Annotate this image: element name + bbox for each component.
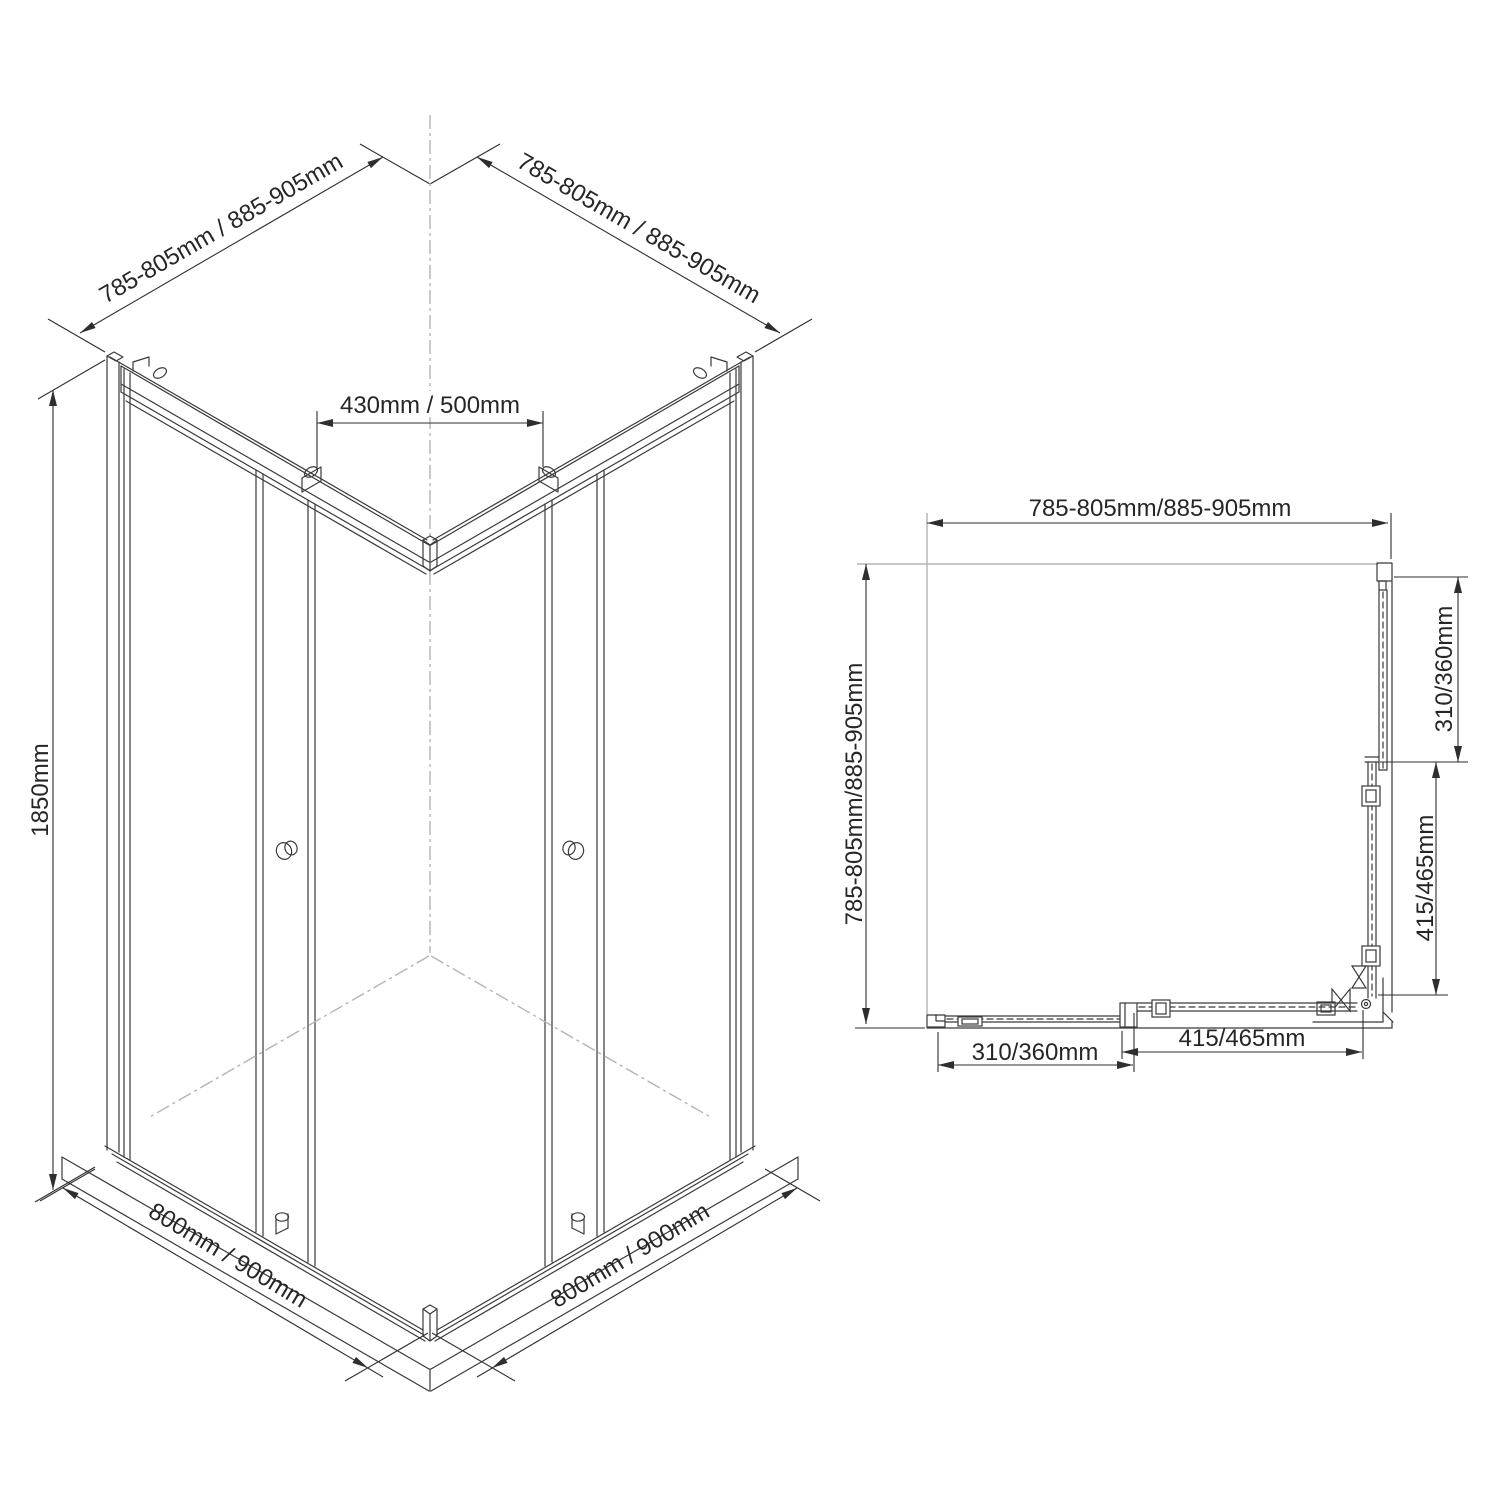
plan-view <box>841 495 1468 1072</box>
plan-dim-door-right-label: 415/465mm <box>1412 814 1439 942</box>
iso-right-half <box>430 144 820 1391</box>
iso-dim-height-label: 1850mm <box>27 743 54 837</box>
iso-dim-width-left-label: 785-805mm / 885-905mm <box>94 147 348 310</box>
plan-dim-width-top-label: 785-805mm/885-905mm <box>1028 495 1292 522</box>
iso-dim-entry-label: 430mm / 500mm <box>339 392 521 419</box>
plan-dim-fixed-bottom-label: 310/360mm <box>971 1039 1099 1066</box>
plan-dim-fixed-right-label: 310/360mm <box>1431 605 1458 733</box>
iso-dim-base-right-label: 800mm / 900mm <box>546 1197 715 1314</box>
isometric-view <box>27 115 820 1391</box>
plan-dim-width-left-label: 785-805mm/885-905mm <box>841 662 868 926</box>
plan-fixed-glass-right <box>1379 590 1387 770</box>
plan-tray-edges <box>927 581 1393 1028</box>
plan-sliding-door-right <box>1362 757 1380 998</box>
iso-left-half <box>40 144 430 1391</box>
iso-dim-width-right-label: 785-805mm / 885-905mm <box>512 147 766 310</box>
corner-post-top <box>423 536 437 571</box>
iso-dim-base-left-label: 800mm / 900mm <box>143 1197 312 1314</box>
corner-post-bottom <box>423 1305 437 1391</box>
plan-wall-profile-right <box>1377 563 1392 590</box>
plan-wall-profile-bottom <box>927 1015 945 1027</box>
plan-dim-door-bottom-label: 415/465mm <box>1178 1025 1306 1052</box>
plan-corner-guides <box>1317 966 1371 1015</box>
corner-pivot-icon <box>1362 1000 1371 1009</box>
plan-fixed-glass-bottom <box>945 1016 1122 1026</box>
